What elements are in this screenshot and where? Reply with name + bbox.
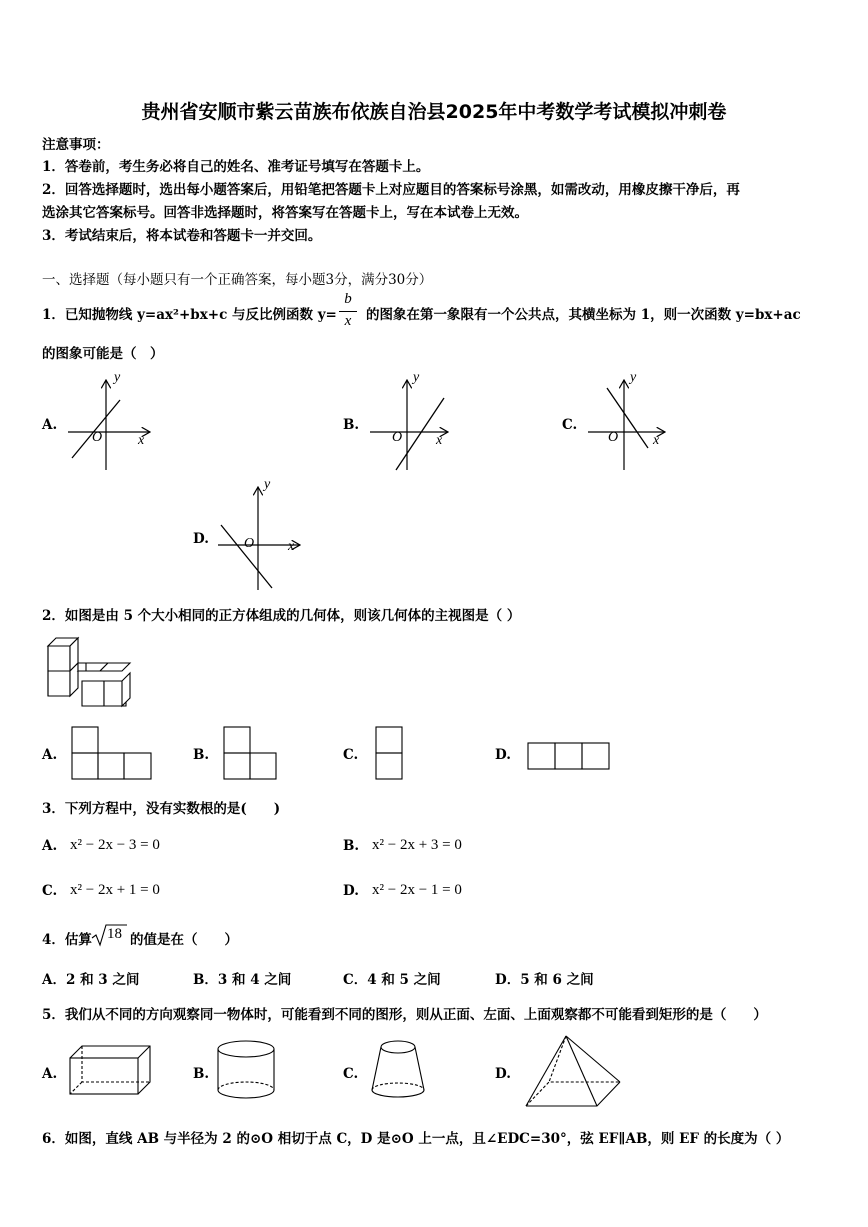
q1-b-x-label: x	[436, 433, 443, 448]
q3-option-c-equation: x² − 2x + 1 = 0	[70, 882, 160, 898]
q5-option-d-label[interactable]: D.	[495, 1066, 511, 1082]
section-heading: 一、选择题（每小题只有一个正确答案，每小题3分，满分30分）	[42, 272, 433, 288]
q3-option-b-equation: x² − 2x + 3 = 0	[372, 837, 462, 853]
notice-item: 3．考试结束后，将本试卷和答题卡一并交回。	[42, 228, 322, 244]
q4-option-d[interactable]: D．5 和 6 之间	[495, 972, 594, 988]
document-title: 贵州省安顺市紫云苗族布依族自治县2025年中考数学考试模拟冲刺卷	[141, 101, 727, 123]
q1-fraction-numerator: b	[344, 291, 352, 307]
q5-option-c-label[interactable]: C.	[343, 1066, 359, 1082]
q1-text-b: 的图象在第一象限有一个公共点，其横坐标为 1，则一次函数 y=bx+ac	[366, 307, 801, 323]
q3-option-d-label[interactable]: D.	[343, 883, 359, 899]
q5-option-a-figure	[70, 1046, 150, 1094]
q2-text: 2．如图是由 5 个大小相同的正方体组成的几何体，则该几何体的主视图是（ ）	[42, 608, 521, 624]
q1-a-x-label: x	[138, 433, 145, 448]
q4-option-b[interactable]: B．3 和 4 之间	[193, 972, 292, 988]
q3-option-c-label[interactable]: C.	[42, 883, 58, 899]
q3-option-d-equation: x² − 2x − 1 = 0	[372, 882, 462, 898]
q6-text: 6．如图，直线 AB 与半径为 2 的⊙O 相切于点 C，D 是⊙O 上一点，且∠EDC=30°，弦 EF∥AB，则 EF 的长度为（ ）	[42, 1131, 790, 1147]
notice-item: 选涂其它答案标号。回答非选择题时，将答案写在答题卡上，写在本试卷上无效。	[42, 205, 528, 221]
q1-option-b-label[interactable]: B.	[343, 417, 360, 433]
q1-c-x-label: x	[653, 433, 660, 448]
q1-b-origin: O	[392, 430, 403, 445]
q2-option-d-label[interactable]: D.	[495, 747, 511, 763]
q5-text: 5．我们从不同的方向观察同一物体时，可能看到不同的图形，则从正面、左面、上面观察都不可能看到矩形的是（ ）	[42, 1007, 767, 1023]
q1-text-a: 1．已知抛物线 y=ax²+bx+c 与反比例函数 y=	[42, 307, 337, 323]
q1-a-y-label: y	[114, 370, 121, 385]
q1-b-y-label: y	[413, 370, 420, 385]
q4-option-a[interactable]: A．2 和 3 之间	[42, 972, 140, 988]
q3-option-b-label[interactable]: B.	[343, 838, 360, 854]
q2-option-b-label[interactable]: B.	[193, 747, 210, 763]
q1-d-x-label: x	[288, 539, 295, 554]
q4-text-b: 的值是在（ ）	[130, 932, 238, 948]
q3-option-a-equation: x² − 2x − 3 = 0	[70, 837, 160, 853]
q4-option-c[interactable]: C．4 和 5 之间	[343, 972, 441, 988]
q1-d-y-label: y	[264, 477, 271, 492]
q1-c-y-label: y	[630, 370, 637, 385]
q3-option-a-label[interactable]: A.	[42, 838, 58, 854]
q1-option-c-label[interactable]: C.	[562, 417, 578, 433]
q1-fraction-denominator: x	[344, 313, 352, 329]
q1-c-origin: O	[608, 430, 619, 445]
q5-option-b-figure	[218, 1041, 274, 1098]
q5-option-d-figure	[526, 1036, 620, 1106]
q1-option-d-label[interactable]: D.	[193, 531, 209, 547]
q5-option-b-label[interactable]: B.	[193, 1066, 210, 1082]
q1-option-a-label[interactable]: A.	[42, 417, 58, 433]
notice-item: 2．回答选择题时，选出每小题答案后，用铅笔把答题卡上对应题目的答案标号涂黑，如需改动，用橡皮擦干净后，再	[42, 182, 740, 198]
notice-heading: 注意事项：	[42, 137, 110, 153]
q5-option-a-label[interactable]: A.	[42, 1066, 58, 1082]
q2-option-c-label[interactable]: C.	[343, 747, 359, 763]
q5-option-c-figure	[372, 1041, 424, 1097]
notice-item: 1．答卷前，考生务必将自己的姓名、准考证号填写在答题卡上。	[42, 159, 430, 175]
q1-d-origin: O	[244, 536, 255, 551]
q4-text-a: 4．估算	[42, 932, 92, 948]
q2-option-a-label[interactable]: A.	[42, 747, 58, 763]
q4-radicand: 18	[107, 926, 122, 942]
q1-text-c: 的图象可能是（ ）	[42, 346, 164, 362]
q1-a-origin: O	[92, 430, 103, 445]
q3-text: 3．下列方程中，没有实数根的是( )	[42, 801, 281, 817]
